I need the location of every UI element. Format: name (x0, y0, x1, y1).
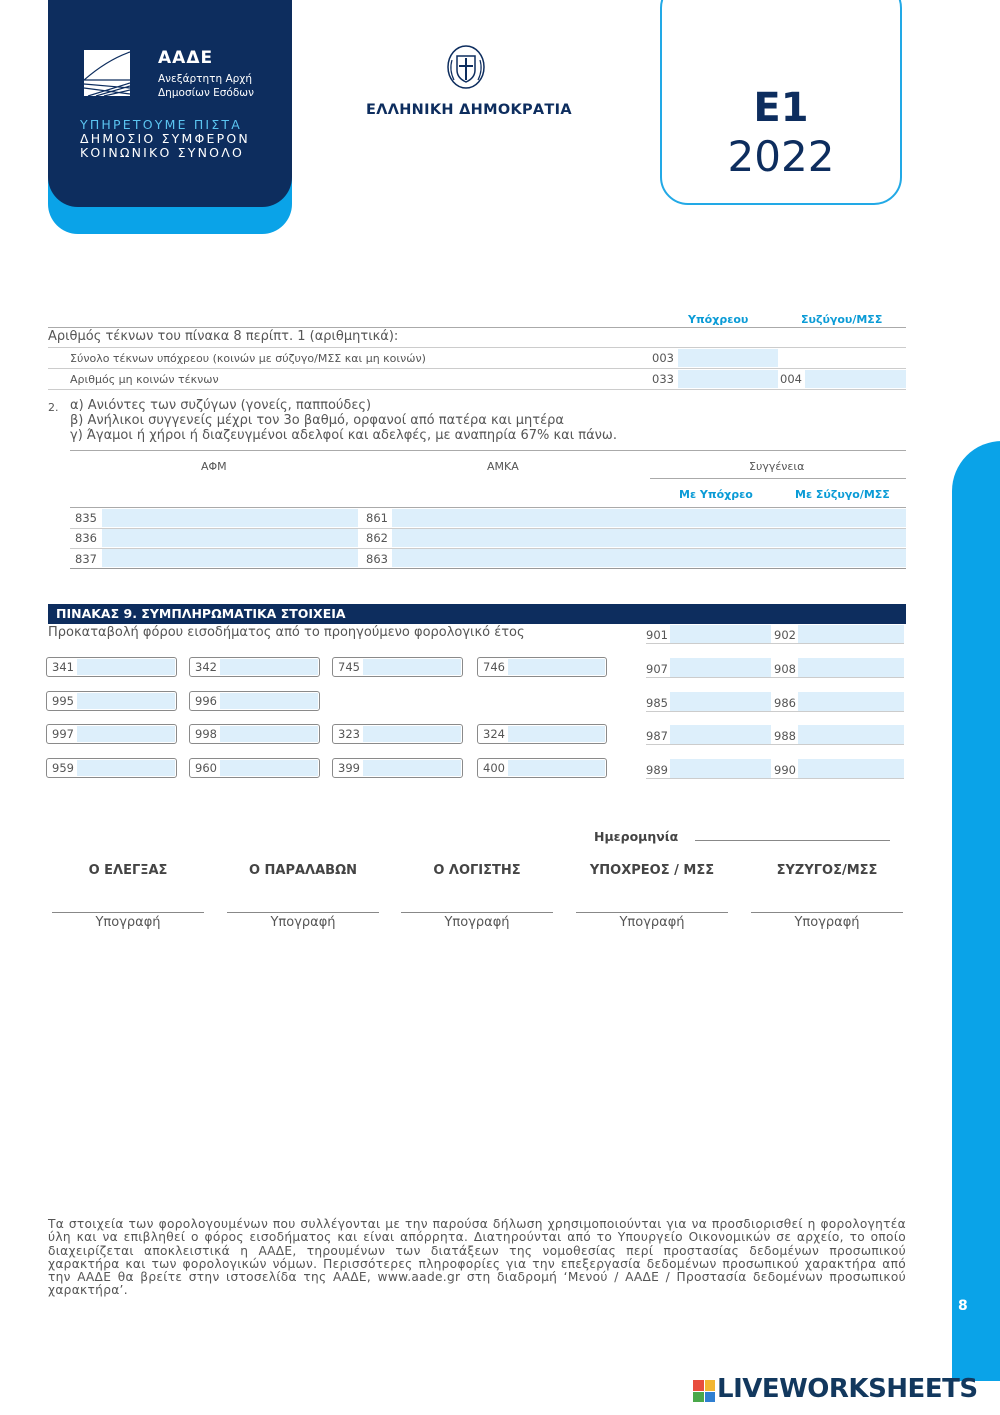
amount-input[interactable] (508, 760, 605, 776)
afm-input[interactable] (102, 529, 358, 547)
amount-input[interactable] (363, 726, 461, 742)
code-box: 341 (46, 657, 177, 677)
code-box: 998 (189, 724, 320, 744)
signature-label: Υπογραφή (95, 915, 161, 930)
divider (48, 347, 906, 348)
amount-input[interactable] (77, 659, 175, 675)
children-total-label: Σύνολο τέκνων υπόχρεου (κοινών με σύζυγο/ΜΣΣ και μη κοινών) (70, 352, 426, 365)
signature-line[interactable] (401, 912, 553, 913)
field-code-836: 836 (75, 531, 97, 545)
code-box: 324 (477, 724, 607, 744)
field-code: 907 (646, 662, 668, 676)
field-code: 989 (646, 763, 668, 777)
field-code: 990 (774, 763, 796, 777)
republic-title: ΕΛΛΗΝΙΚΗ ΔΗΜΟΚΡΑΤΙΑ (366, 102, 572, 118)
divider (48, 368, 906, 369)
afm-input[interactable] (102, 509, 358, 527)
field-code-861: 861 (366, 511, 388, 525)
signature-title: Ο ΕΛΕΓΞΑΣ (88, 863, 168, 878)
col-with-taxpayer: Με Υπόχρεο (679, 488, 753, 501)
field-code: 901 (646, 628, 668, 642)
amount-input[interactable] (798, 725, 904, 744)
dependents-description: α) Ανιόντες των συζύγων (γονείς, παππούδες) β) Ανήλικοι συγγενείς μέχρι τον 3ο βαθμό, ορφανοί από πατέρα και μητέρα γ) Άγαμοι ή χήροι ή διαζευγμένοι αδελφοί και αδελφές, με αναπηρία 67% και πάνω. (70, 398, 617, 443)
code-box: 400 (477, 758, 607, 778)
signature-title: ΥΠΟΧΡΕΟΣ / ΜΣΣ (589, 863, 715, 878)
children-noncommon-input[interactable] (678, 370, 778, 388)
divider (646, 643, 904, 644)
divider (48, 389, 906, 390)
code-box: 959 (46, 758, 177, 778)
divider (48, 327, 906, 328)
amount-input[interactable] (670, 625, 771, 643)
col-amka: ΑΜΚΑ (487, 460, 519, 473)
children-title: Αριθμός τέκνων του πίνακα 8 περίπτ. 1 (αριθμητικά): (48, 329, 399, 344)
field-code: 902 (774, 628, 796, 642)
agency-motto: ΥΠΗΡΕΤΟΥΜΕ ΠΙΣΤΑ ΔΗΜΟΣΙΟ ΣΥΜΦΕΡΟΝ ΚΟΙΝΩΝΙΚΟ ΣΥΝΟΛΟ (80, 117, 250, 160)
side-tab (952, 441, 1000, 1381)
date-input[interactable] (695, 840, 890, 841)
amount-input[interactable] (220, 726, 318, 742)
signature-label: Υπογραφή (794, 915, 860, 930)
col-taxpayer: Υπόχρεου (688, 313, 749, 326)
signature-title: Ο ΛΟΓΙΣΤΗΣ (433, 863, 521, 878)
divider (646, 744, 904, 745)
amount-input[interactable] (670, 692, 771, 711)
page-number: 8 (958, 1298, 968, 1314)
children-noncommon-spouse-input[interactable] (805, 370, 906, 388)
col-afm: ΑΦΜ (201, 460, 227, 473)
code-box: 997 (46, 724, 177, 744)
col-spouse: Συζύγου/ΜΣΣ (801, 313, 883, 326)
field-code: 986 (774, 696, 796, 710)
field-code: 908 (774, 662, 796, 676)
field-code-837: 837 (75, 552, 97, 566)
form-year: 2022 (727, 132, 835, 181)
greek-crest-icon (446, 44, 486, 90)
code-box: 323 (332, 724, 463, 744)
code-box: 996 (189, 691, 320, 711)
amount-input[interactable] (363, 659, 461, 675)
section-number: 2. (48, 401, 59, 414)
field-code-004: 004 (780, 372, 802, 386)
amount-input[interactable] (508, 659, 605, 675)
divider (70, 507, 906, 508)
amount-input[interactable] (508, 726, 605, 742)
field-code-862: 862 (366, 531, 388, 545)
agency-subtitle: Ανεξάρτητη Αρχή Δημοσίων Εσόδων (158, 73, 254, 99)
amka-input[interactable] (392, 529, 906, 547)
field-code-863: 863 (366, 552, 388, 566)
amount-input[interactable] (220, 693, 318, 709)
aade-logo-icon (84, 50, 130, 96)
divider (70, 568, 906, 569)
amount-input[interactable] (670, 658, 771, 677)
amount-input[interactable] (77, 693, 175, 709)
field-code: 987 (646, 729, 668, 743)
children-noncommon-label: Αριθμός μη κοινών τέκνων (70, 373, 219, 386)
signature-line[interactable] (576, 912, 728, 913)
privacy-notice: Τα στοιχεία των φορολογουμένων που συλλέγονται με την παρούσα δήλωση χρησιμοποιούνται για να προσδιορισθεί η φορολογητέα ύλη και να επιβληθεί ο φόρος εισοδήματος και είναι απόρρητα. Διατηρούνται από το Υπουργείο Οικονομικών σε αρχείο, το οποίο διαχειρίζεται αποκλειστικά η ΑΑΔΕ, τηρουμένων των διατάξεων της νομοθεσίας περί προστασίας δεδομένων προσωπικού χαρακτήρα και των φορολογικών νόμων. Περισσότερες πληροφορίες για την επεξεργασία δεδομένων προσωπικού χαρακτήρα από την ΑΑΔΕ θα βρείτε στην ιστοσελίδα της ΑΑΔΕ, www.aade.gr στη διαδρομή ‘Μενού / ΑΑΔΕ / Προστασία δεδομένων προσωπικού χαρακτήρα’. (48, 1217, 906, 1298)
date-label: Ημερομηνία (594, 829, 679, 844)
divider (646, 677, 904, 678)
afm-input[interactable] (102, 549, 358, 567)
amka-input[interactable] (392, 509, 906, 527)
form-code: Ε1 (753, 85, 809, 131)
signature-title: ΣΥΖΥΓΟΣ/ΜΣΣ (776, 863, 878, 878)
divider (650, 478, 906, 479)
field-code: 985 (646, 696, 668, 710)
signature-line[interactable] (751, 912, 903, 913)
signature-line[interactable] (52, 912, 204, 913)
liveworksheets-badge-icon (693, 1380, 715, 1402)
amount-input[interactable] (220, 760, 318, 776)
field-code-835: 835 (75, 511, 97, 525)
code-box: 960 (189, 758, 320, 778)
divider (70, 450, 906, 451)
amka-input[interactable] (392, 549, 906, 567)
code-box: 995 (46, 691, 177, 711)
liveworksheets-watermark: LIVEWORKSHEETS (717, 1374, 978, 1404)
amount-input[interactable] (798, 692, 904, 711)
signature-label: Υπογραφή (270, 915, 336, 930)
agency-abbr: ΑΑΔΕ (158, 48, 214, 68)
code-box: 746 (477, 657, 607, 677)
table9-title: ΠΙΝΑΚΑΣ 9. ΣΥΜΠΛΗΡΩΜΑΤΙΚΑ ΣΤΟΙΧΕΙΑ (48, 604, 906, 624)
amount-input[interactable] (363, 760, 461, 776)
signature-label: Υπογραφή (619, 915, 685, 930)
divider (646, 711, 904, 712)
col-with-spouse: Με Σύζυγο/ΜΣΣ (795, 488, 890, 501)
field-code: 988 (774, 729, 796, 743)
code-box: 399 (332, 758, 463, 778)
field-code-003: 003 (652, 351, 674, 365)
field-code-033: 033 (652, 372, 674, 386)
signature-label: Υπογραφή (444, 915, 510, 930)
signature-title: Ο ΠΑΡΑΛΑΒΩΝ (248, 863, 358, 878)
col-relation: Συγγένεια (749, 460, 805, 473)
prepayment-label: Προκαταβολή φόρου εισοδήματος από το προηγούμενο φορολογικό έτος (48, 625, 525, 640)
code-box: 745 (332, 657, 463, 677)
amount-input[interactable] (670, 759, 771, 778)
amount-input[interactable] (798, 759, 904, 778)
amount-input[interactable] (798, 658, 904, 677)
agency-banner (48, 0, 292, 207)
amount-input[interactable] (77, 726, 175, 742)
amount-input[interactable] (77, 760, 175, 776)
code-box: 342 (189, 657, 320, 677)
amount-input[interactable] (220, 659, 318, 675)
children-total-input[interactable] (678, 349, 778, 367)
amount-input[interactable] (798, 625, 904, 643)
amount-input[interactable] (670, 725, 771, 744)
divider (646, 778, 904, 779)
signature-line[interactable] (227, 912, 379, 913)
